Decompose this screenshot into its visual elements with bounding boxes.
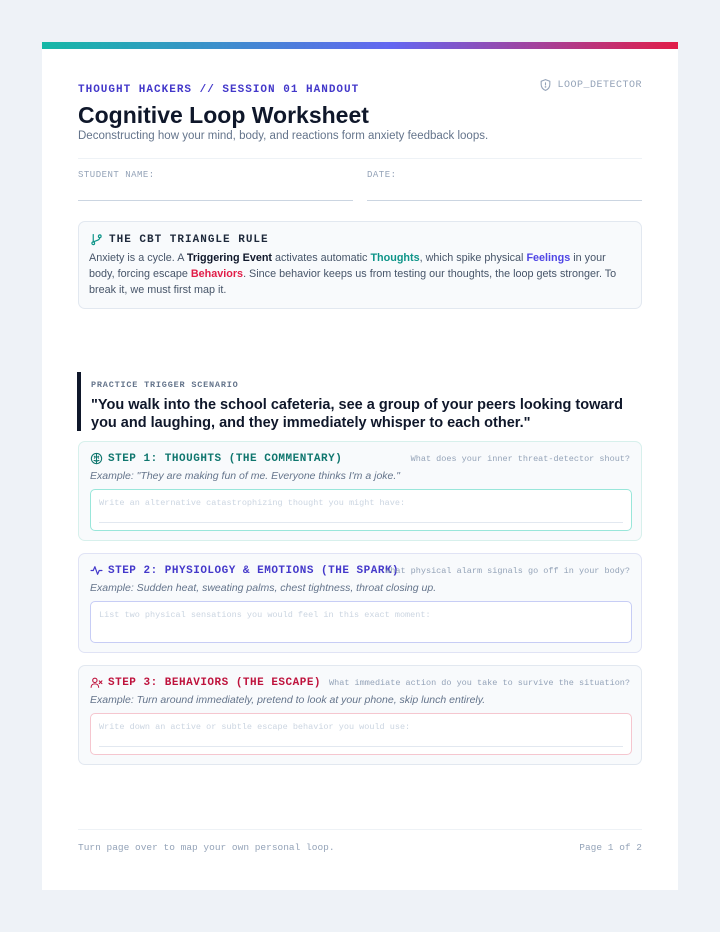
step-2-placeholder: List two physical sensations you would feel in this exact moment: — [99, 610, 431, 620]
git-branch-icon — [90, 233, 103, 246]
shield-icon — [539, 78, 552, 92]
page-number: Page 1 of 2 — [579, 842, 642, 853]
cbt-rule-text: Anxiety is a cycle. A Triggering Event activates automatic Thoughts, which spike physical Feelings in your body, forcing escape Behaviors. Since behavior keeps us from testing our thoughts, the loop gets stronger. To break it, we must first map it. — [89, 252, 617, 296]
divider — [78, 158, 642, 159]
step-2-title: STEP 2: PHYSIOLOGY & EMOTIONS (THE SPARK) — [108, 564, 400, 577]
step-1-title: STEP 1: THOUGHTS (THE COMMENTARY) — [108, 452, 343, 465]
step-1-card — [78, 441, 642, 541]
trigger-scenario — [77, 372, 642, 431]
date-field[interactable] — [367, 170, 642, 201]
brain-icon — [90, 452, 103, 465]
page-subtitle: Deconstructing how your mind, body, and reactions form anxiety feedback loops. — [78, 130, 489, 142]
cbt-rule-title: THE CBT TRIANGLE RULE — [109, 233, 269, 246]
term-behaviors: Behaviors — [190, 268, 244, 280]
footer-divider — [78, 829, 642, 830]
step-3-header — [90, 676, 321, 689]
badge-label: LOOP_DETECTOR — [557, 79, 642, 91]
step-2-example: Example: Sudden heat, sweating palms, chest tightness, throat closing up. — [90, 582, 437, 594]
step-3-example: Example: Turn around immediately, pretend to look at your phone, skip lunch entirely. — [90, 694, 486, 706]
date-line[interactable] — [367, 200, 642, 201]
date-label: DATE: — [367, 170, 397, 180]
gradient-top-bar — [42, 42, 678, 49]
step-1-header — [90, 452, 342, 465]
term-feelings: Feelings — [526, 252, 571, 264]
step-3-placeholder: Write down an active or subtle escape behavior you would use: — [99, 722, 411, 732]
step-1-placeholder: Write an alternative catastrophizing thought you might have: — [99, 498, 406, 508]
handout-kicker: THOUGHT HACKERS // SESSION 01 HANDOUT — [78, 84, 360, 96]
step-2-answer-box[interactable] — [90, 601, 632, 643]
step-1-question: What does your inner threat-detector shout? — [410, 454, 630, 464]
term-triggering-event: Triggering Event — [186, 252, 273, 264]
scenario-text: "You walk into the school cafeteria, see a group of your peers looking toward you and laughing, and they immediately whisper to each other." — [91, 397, 623, 431]
student-name-label: STUDENT NAME: — [78, 170, 155, 180]
step-3-answer-box[interactable] — [90, 713, 632, 755]
student-name-field[interactable] — [78, 170, 353, 201]
step-2-card — [78, 553, 642, 653]
step-3-question: What immediate action do you take to survive the situation? — [329, 678, 630, 688]
step-1-answer-box[interactable] — [90, 489, 632, 531]
step-1-write-line — [99, 522, 623, 523]
user-x-icon — [90, 676, 103, 689]
worksheet-page — [42, 42, 678, 890]
cbt-rule-box — [78, 221, 642, 309]
step-3-write-line — [99, 746, 623, 747]
step-1-example: Example: "They are making fun of me. Everyone thinks I'm a joke." — [90, 470, 401, 482]
step-2-header — [90, 564, 399, 577]
pulse-icon — [90, 564, 103, 577]
step-2-question: What physical alarm signals go off in your body? — [385, 566, 630, 576]
term-thoughts: Thoughts — [370, 252, 420, 264]
footer-note: Turn page over to map your own personal loop. — [78, 842, 335, 853]
scenario-label: PRACTICE TRIGGER SCENARIO — [91, 380, 239, 390]
loop-detector-badge — [539, 78, 642, 92]
step-3-card — [78, 665, 642, 765]
student-name-line[interactable] — [78, 200, 353, 201]
page-title: Cognitive Loop Worksheet — [78, 102, 369, 128]
cbt-rule-header — [90, 233, 269, 246]
step-3-title: STEP 3: BEHAVIORS (THE ESCAPE) — [108, 676, 322, 689]
